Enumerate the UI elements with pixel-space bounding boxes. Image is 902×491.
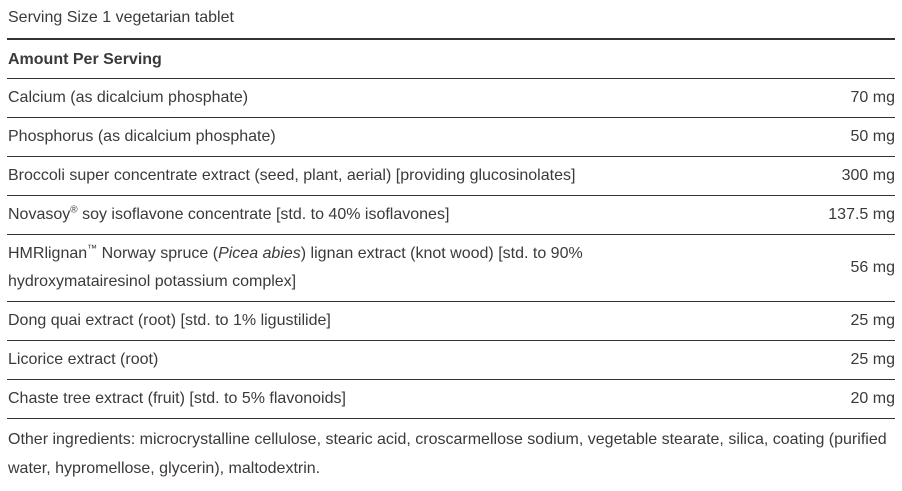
ingredient-row-licorice <box>7 341 895 380</box>
ingredient-amount: 50 mg <box>850 128 895 145</box>
ingredient-amount: 300 mg <box>841 167 895 184</box>
ingredient-row-hmrlignan <box>7 235 895 302</box>
ingredient-row-phosphorus <box>7 118 895 157</box>
trademark-mark: ™ <box>87 243 98 255</box>
ingredient-name-part: ) lignan extract (knot wood) [std. to 90% hydroxymatairesinol potassium complex] <box>8 245 583 290</box>
serving-size: Serving Size 1 vegetarian tablet <box>7 0 895 40</box>
ingredient-name: Licorice extract (root) <box>8 351 159 368</box>
amount-per-serving-header: Amount Per Serving <box>7 40 895 79</box>
supplement-facts-panel <box>7 0 895 483</box>
ingredient-amount: 137.5 mg <box>828 206 895 223</box>
ingredient-name <box>7 201 449 229</box>
ingredient-name-part: HMRlignan <box>8 245 88 262</box>
ingredient-amount: 70 mg <box>850 89 895 106</box>
ingredient-name: Dong quai extract (root) [std. to 1% ligustilide] <box>8 312 331 329</box>
ingredient-row-broccoli <box>7 157 895 196</box>
ingredient-row-calcium <box>7 79 895 118</box>
ingredient-amount: 25 mg <box>850 351 895 368</box>
ingredient-row-chaste-tree <box>7 380 895 419</box>
ingredient-name: Chaste tree extract (fruit) [std. to 5% flavonoids] <box>8 390 346 407</box>
ingredient-name-italic: Picea abies <box>218 245 301 262</box>
ingredient-name: Calcium (as dicalcium phosphate) <box>8 89 249 106</box>
ingredient-name: Broccoli super concentrate extract (seed, plant, aerial) [providing glucosinolates] <box>8 167 576 184</box>
ingredient-amount: 25 mg <box>850 312 895 329</box>
ingredient-name <box>7 240 708 296</box>
ingredient-row-novasoy <box>7 196 895 235</box>
other-ingredients: Other ingredients: microcrystalline cellulose, stearic acid, croscarmellose sodium, vegetable stearate, silica, coating (purified water, hypromellose, glycerin), maltodextrin. <box>8 431 887 477</box>
ingredient-name-part: soy isoflavone concentrate [std. to 40% isoflavones] <box>77 206 450 223</box>
ingredient-name: Phosphorus (as dicalcium phosphate) <box>8 128 276 145</box>
registered-mark: ® <box>70 204 78 216</box>
ingredient-amount: 56 mg <box>850 259 895 276</box>
ingredient-row-dong-quai <box>7 302 895 341</box>
ingredient-name-part: Norway spruce ( <box>97 245 219 262</box>
ingredient-amount: 20 mg <box>850 390 895 407</box>
ingredient-name-part: Novasoy <box>8 206 71 223</box>
